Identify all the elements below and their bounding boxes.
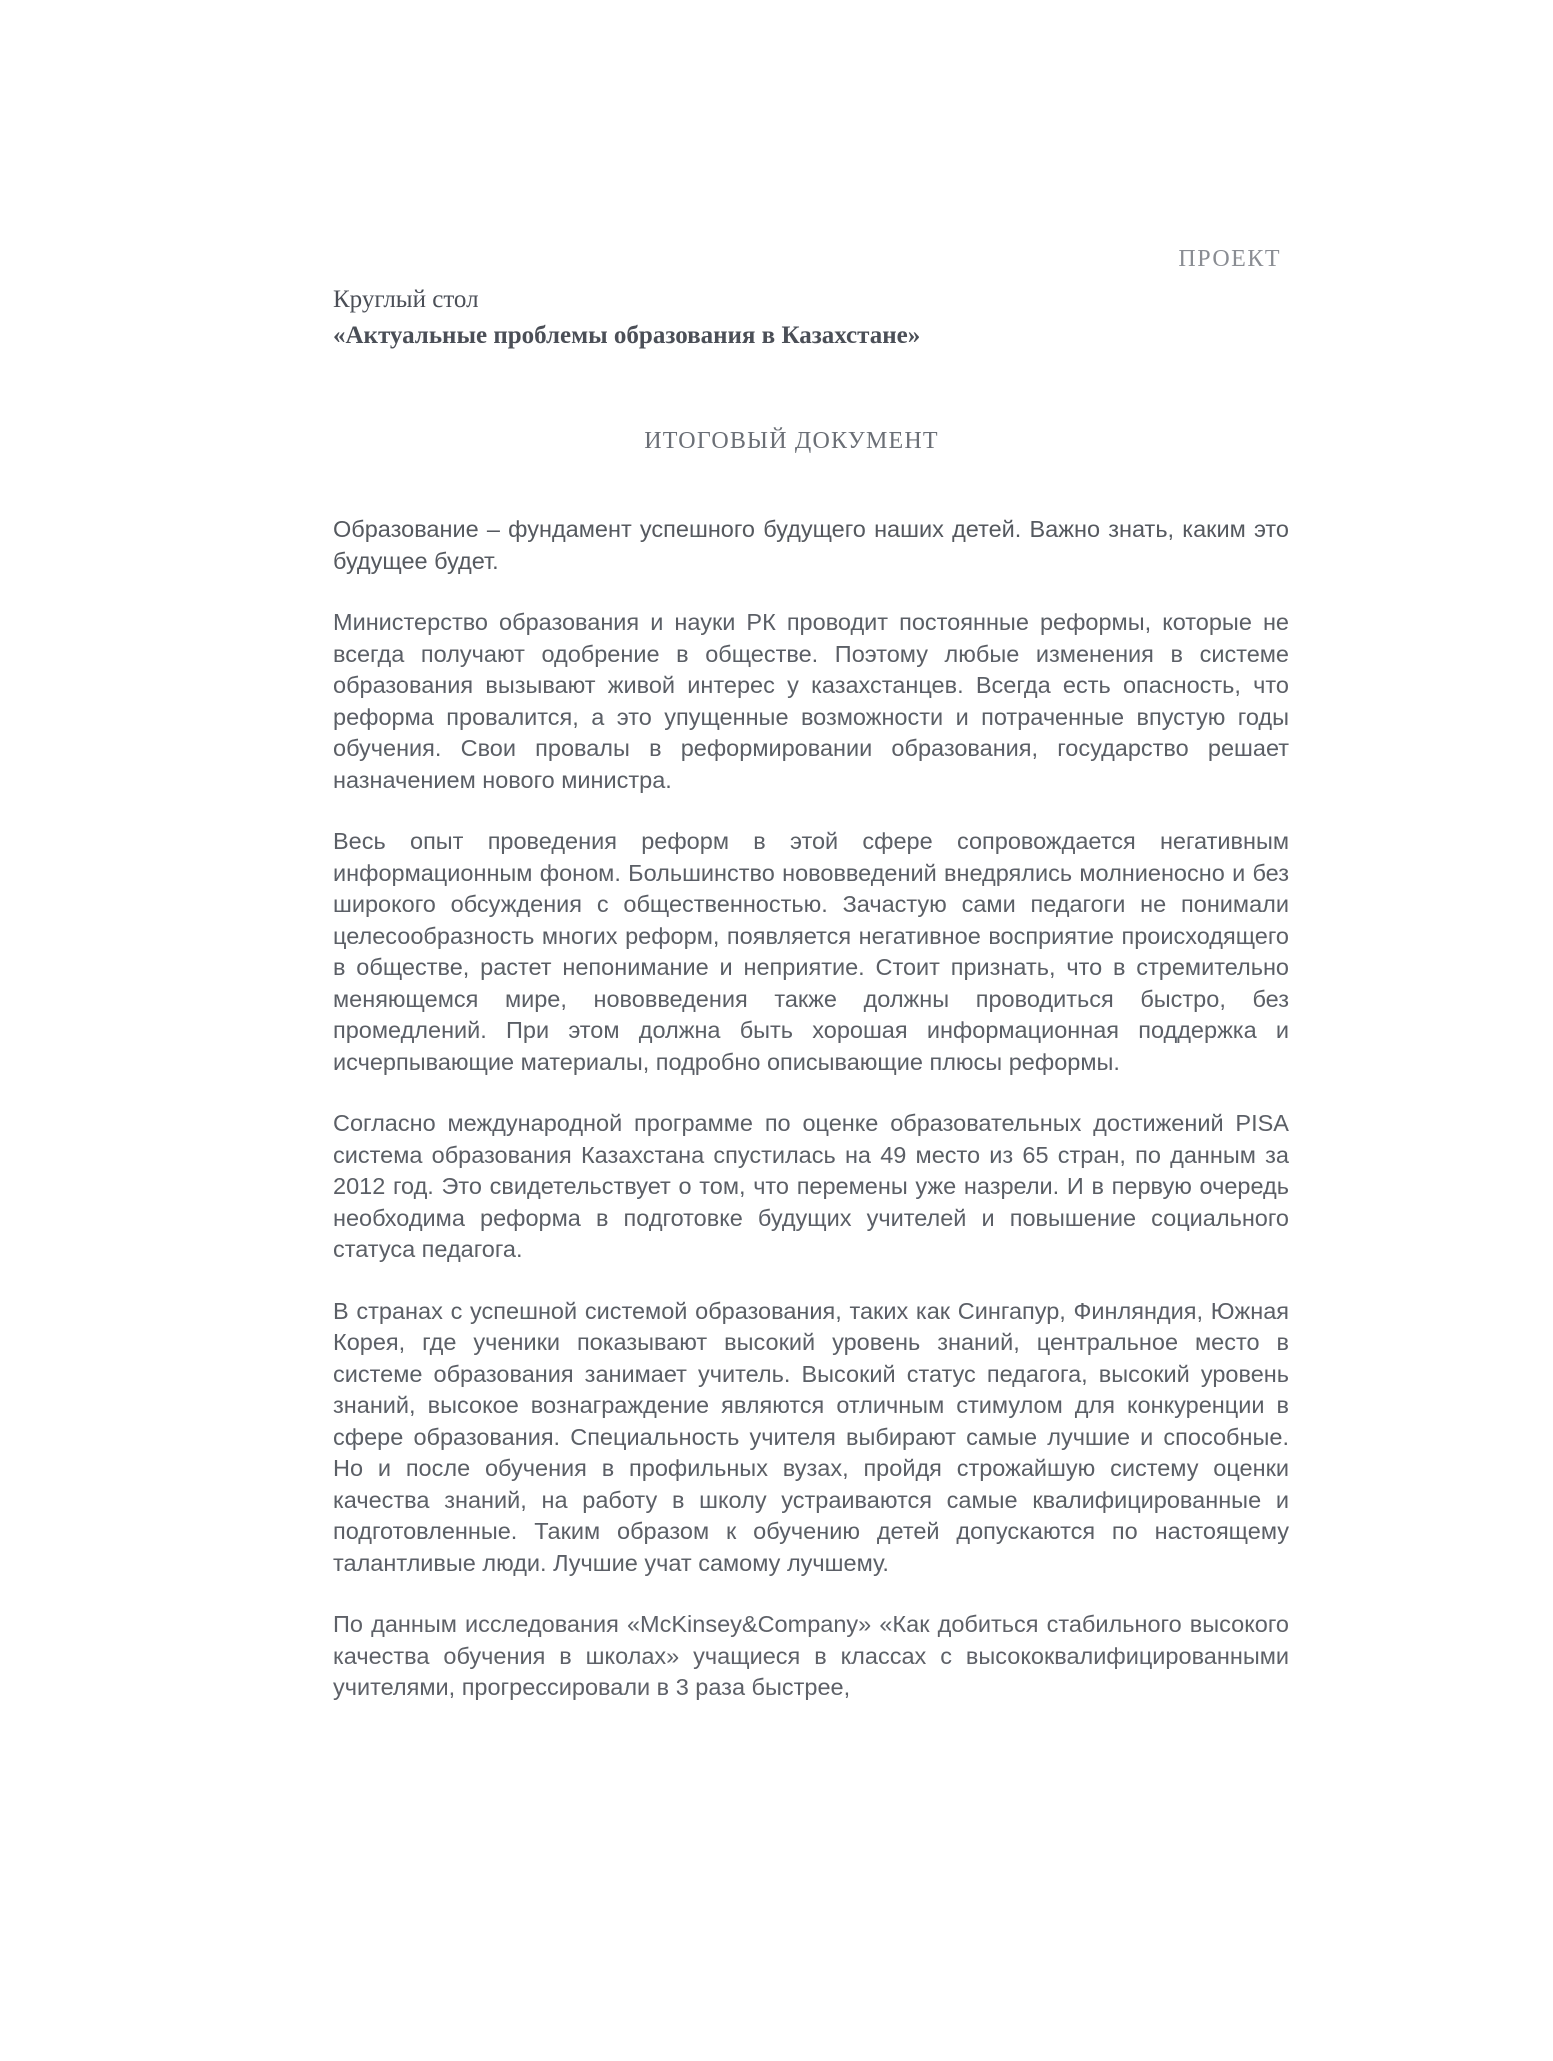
paragraph: По данным исследования «McKinsey&Company» «Как добиться стабильного высокого качества обучения в школах» учащиеся в классах с высококвалифицированными учителями, прогрессировали в 3 раза быстрее, bbox=[333, 1611, 1289, 1700]
draft-mark: ПРОЕКТ bbox=[1178, 246, 1281, 272]
paragraph: Образование – фундамент успешного будущего наших детей. Важно знать, каким это будущее будет. bbox=[333, 516, 1289, 574]
paragraph: Весь опыт проведения реформ в этой сфере сопровождается негативным информационным фоном. Большинство нововведений внедрялись молниеносно и без широкого обсуждения с общественностью. Зачастую сами педагоги не понимали целесообразность многих реформ, появляется негативное восприятие происходящего в обществе, растет непонимание и неприятие. Стоит признать, что в стремительно меняющемся мире, нововведения также должны проводиться быстро, без промедлений. При этом должна быть хорошая информационная поддержка и исчерпывающие материалы, подробно описывающие плюсы реформы. bbox=[333, 828, 1289, 1075]
event-name: «Актуальные проблемы образования в Казахстане» bbox=[333, 322, 921, 349]
event-heading bbox=[333, 282, 920, 354]
paragraph: Согласно международной программе по оценке образовательных достижений PISA система образования Казахстана спустилась на 49 место из 65 стран, по данным за 2012 год. Это свидетельствует о том, что перемены уже назрели. И в первую очередь необходима реформа в подготовке будущих учителей и повышение социального статуса педагога. bbox=[333, 1110, 1289, 1262]
paragraph: Министерство образования и науки РК проводит постоянные реформы, которые не всегда получают одобрение в обществе. Поэтому любые изменения в системе образования вызывают живой интерес у казахстанцев. Всегда есть опасность, что реформа провалится, а это упущенные возможности и потраченные впустую годы обучения. Свои провалы в реформировании образования, государство решает назначением нового министра. bbox=[333, 609, 1289, 793]
paragraph: В странах с успешной системой образования, таких как Сингапур, Финляндия, Южная Корея, где ученики показывают высокий уровень знаний, центральное место в системе образования занимает учитель. Высокий статус педагога, высокий уровень знаний, высокое вознаграждение являются отличным стимулом для конкуренции в сфере образования. Специальность учителя выбирают самые лучшие и способные. Но и после обучения в профильных вузах, пройдя строжайшую систему оценки качества знаний, на работу в школу устраиваются самые квалифицированные и подготовленные. Таким образом к обучению детей допускаются по настоящему талантливые люди. Лучшие учат самому лучшему. bbox=[333, 1297, 1289, 1576]
document-body bbox=[333, 514, 1289, 1734]
document-title: ИТОГОВЫЙ ДОКУМЕНТ bbox=[644, 428, 939, 454]
event-type: Круглый стол bbox=[333, 286, 479, 313]
